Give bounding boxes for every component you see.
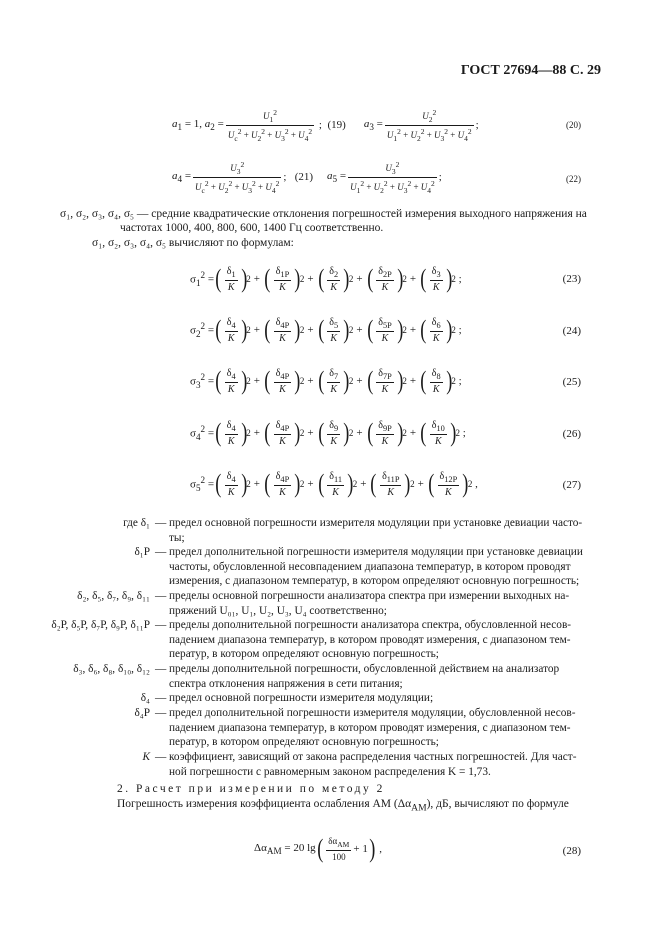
glossary-item: δ₄Р — предел дополнительной погрешности измерителя модуляции, обусловленной несов- падением диапазона температур, в котором проводят измерения, с диапазоном тем- ператур, в котором определяют основную погрешность;: [134, 707, 576, 748]
glossary-item: K — коэффициент, зависящий от закона распределения частных погрешностей. Для част- ной погрешности с равномерным законом распределения K = 1,73.: [142, 751, 577, 778]
eq26-tag: (26): [562, 428, 581, 440]
equation-28: $\Delta\alpha_{АМ} = 20$ lg ( $\delta\alpha_{АМ}$ 100 + 1 ) ,: [254, 834, 382, 863]
eq28-tag: (28): [562, 845, 581, 857]
sigma-definition-line-1: σ₁, σ₂, σ₃, σ₄, σ₅ — средние квадратические отклонения погрешностей измерения выходного напряжения на: [60, 208, 587, 220]
method-text: Погрешность измерения коэффициента ослабления АМ $(\Delta\alpha_{АМ})$, дБ, вычисляют по формуле: [117, 798, 569, 814]
glossary-item: δ₄ — предел основной погрешности измерителя модуляции;: [140, 692, 434, 704]
eq25-tag: (25): [562, 376, 581, 388]
glossary-item: δ₃, δ₆, δ₈, δ₁₀, δ₁₂ — пределы дополнительной погрешности, обусловленной действием на анализатор спектра отклонения напряжения в сети питания;: [73, 663, 560, 690]
eq21-tag: (21): [294, 171, 314, 184]
equation-26: $\sigma_4^2$ = ( $\delta_4$ K ) 2 + ( $\delta_{4P}$ K ) 2 + ( $\delta_9$ K ) 2 + ( $\delta_{9P}$ K ) 2 + ( $\delta_{10}$ K ) 2 ;: [190, 418, 466, 447]
eq22-tag: (22): [566, 174, 581, 184]
equation-23: $\sigma_1^2$ = ( $\delta_1$ K ) 2 + ( $\delta_{1P}$ K ) 2 + ( $\delta_2$ K ) 2 + ( $\delta_{2P}$ K ) 2 + ( $\delta_3$ K ) 2 ;: [190, 264, 462, 293]
page-header: ГОСТ 27694—88 С. 29: [460, 63, 601, 78]
equation-21-22: $a_4$ = $\frac{U_3^2}{U_c^2 + U_2^2 + U_3^2 + U_4^2}$ ; (21) $a_5$ = $\frac{U_3^2}{U_1^2 + U_2^2 + U_3^2 + U_4^2}$ ;: [172, 160, 442, 195]
sigma-definition-line-2: частотах 1000, 400, 800, 600, 1400 Гц соответственно.: [120, 222, 384, 234]
eq24-tag: (24): [562, 325, 581, 337]
glossary-item: δ₂, δ₅, δ₇, δ₉, δ₁₁ — пределы основной погрешности анализатора спектра при измерении выходных на- пряжений U₀₁, U₁, U₂, U₃, U₄ соответственно;: [77, 590, 570, 617]
sigma-calc-intro: σ₁, σ₂, σ₃, σ₄, σ₅ вычисляют по формулам:: [92, 237, 294, 249]
equation-25: $\sigma_3^2$ = ( $\delta_4$ K ) 2 + ( $\delta_{4P}$ K ) 2 + ( $\delta_7$ K ) 2 + ( $\delta_{7P}$ K ) 2 + ( $\delta_8$ K ) 2 ;: [190, 366, 462, 395]
glossary-item: где δ₁ — предел основной погрешности измерителя модуляции при установке девиации часто- ты;: [123, 517, 583, 544]
eq27-tag: (27): [562, 479, 581, 491]
glossary-item: δ₂Р, δ₅Р, δ₇Р, δ₉Р, δ₁₁Р — пределы дополнительной погрешности анализатора спектра, обусловленной несов- падением диапазона температур, в котором проводят измерения, с диапазоном тем- ператур, в котором определяют основную погрешность;: [51, 619, 572, 660]
equation-19-20: $a_1 = 1$, $a_2$ = $\frac{U_1^2}{U_c^2 + U_2^2 + U_3^2 + U_4^2}$ ; (19) $a_3$ = $\frac{U_2^2}{U_1^2 + U_2^2 + U_3^2 + U_4^2}$ ;: [172, 108, 479, 143]
eq19-tag: (19): [327, 119, 346, 132]
method-heading: 2. Расчет при измерении по методу 2: [117, 783, 385, 795]
eq23-tag: (23): [562, 273, 581, 285]
glossary-item: δ₁Р — предел дополнительной погрешности измерителя модуляции при установке девиации частоты, обусловленной несовпадением диапазона температур, в котором проводят измерения, с диапазоном температур, в котором определяют основную погрешность;: [134, 546, 583, 587]
equation-27: $\sigma_5^2$ = ( $\delta_4$ K ) 2 + ( $\delta_{4P}$ K ) 2 + ( $\delta_{11}$ K ) 2 + ( $\delta_{11P}$ K ) 2 + ( $\delta_{12P}$ K ) 2 ,: [190, 469, 478, 498]
eq20-tag: (20): [566, 120, 581, 130]
equation-24: $\sigma_2^2$ = ( $\delta_4$ K ) 2 + ( $\delta_{4P}$ K ) 2 + ( $\delta_5$ K ) 2 + ( $\delta_{5P}$ K ) 2 + ( $\delta_6$ K ) 2 ;: [190, 315, 462, 344]
